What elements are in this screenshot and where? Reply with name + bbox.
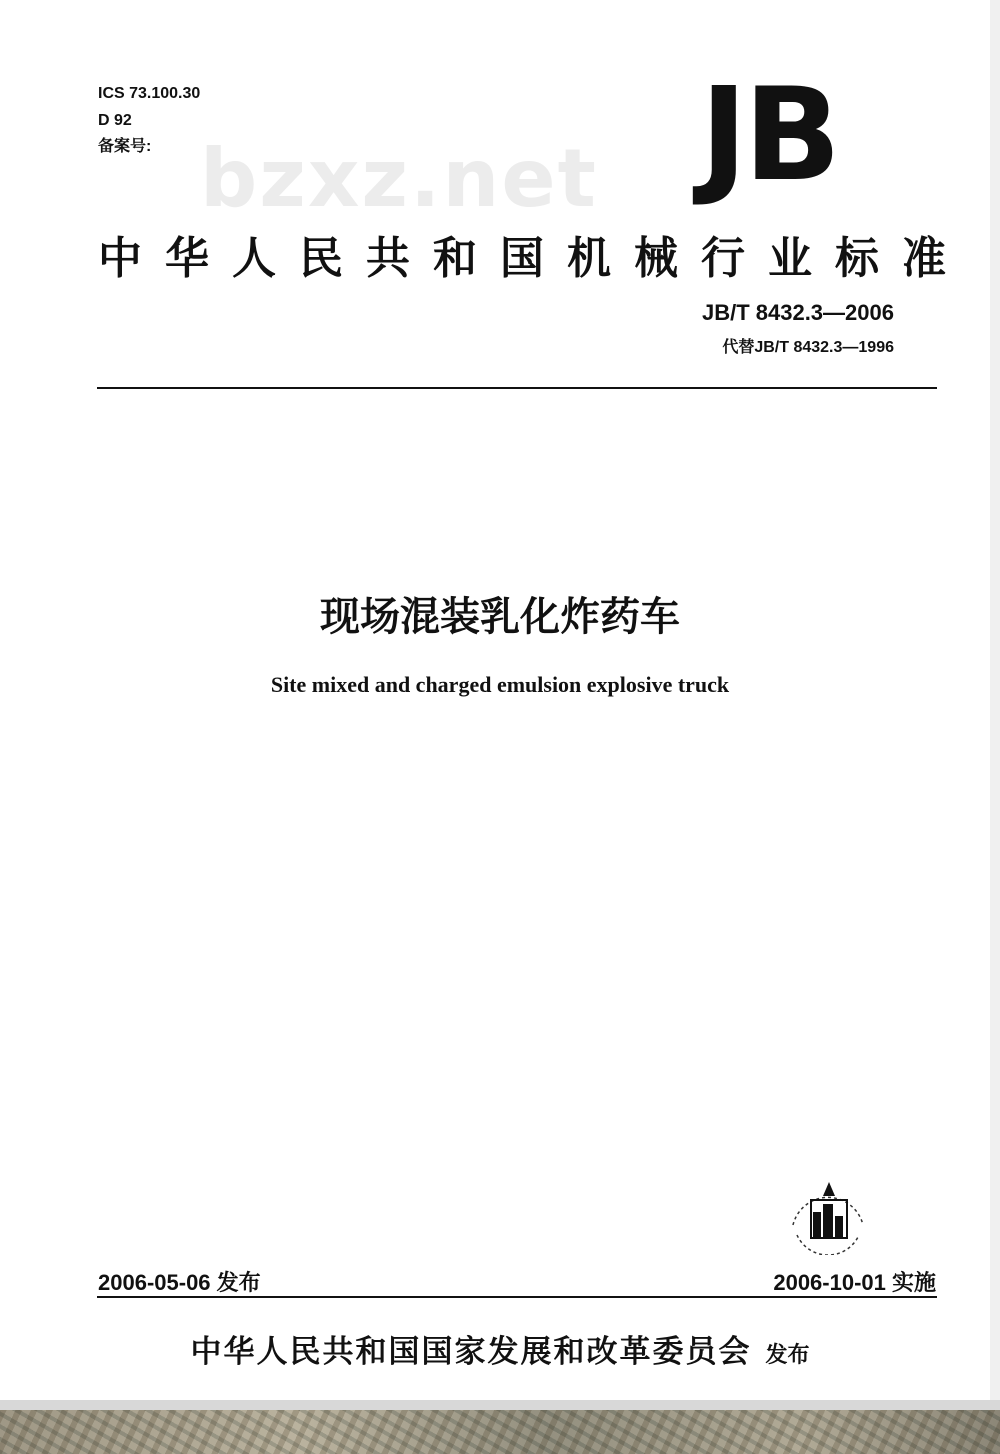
industry-title: 中华人民共和国机械行业标准: [98, 233, 969, 284]
issuer-line: [0, 1326, 1000, 1371]
scan-border: [0, 1400, 1000, 1410]
jb-logo: JB: [700, 61, 838, 210]
page-edge: [990, 0, 1000, 1400]
watermark: bzxz.net: [200, 132, 598, 225]
background-texture: [0, 1410, 1000, 1454]
publish-date: 2006-05-06 发布: [98, 1270, 261, 1295]
filing-label: 备案号:: [98, 138, 152, 155]
effective-date: 2006-10-01 实施: [773, 1270, 936, 1295]
publisher-emblem-icon: [783, 1170, 873, 1255]
issuer-name: 中华人民共和国国家发展和改革委员会: [190, 1334, 752, 1370]
replaces-standard: 代替JB/T 8432.3—1996: [722, 339, 894, 356]
title-chinese: 现场混装乳化炸药车: [320, 594, 680, 640]
footer-rule: [97, 1296, 937, 1298]
ics-code: ICS 73.100.30: [98, 85, 201, 102]
classification-code: D 92: [98, 112, 132, 129]
issuer-suffix: 发布: [765, 1343, 810, 1368]
header-rule: [97, 387, 937, 389]
title-english: Site mixed and charged emulsion explosive truck: [270, 672, 730, 697]
standard-number: JB/T 8432.3—2006: [701, 300, 894, 325]
